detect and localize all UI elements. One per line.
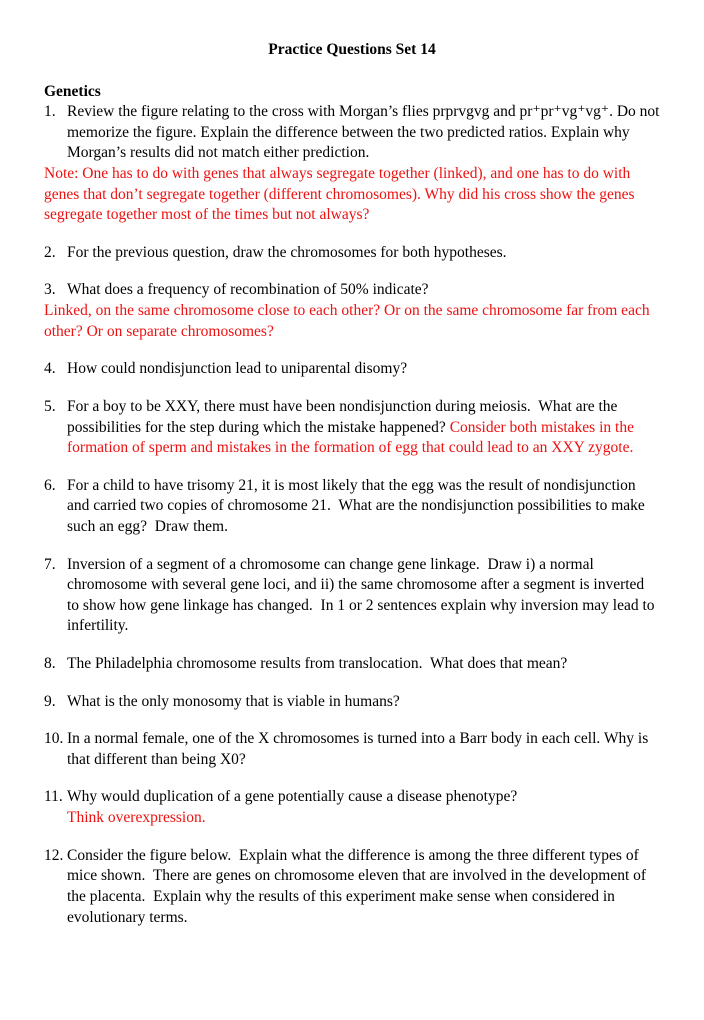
question-6	[44, 476, 660, 538]
question-3-number: 3.	[44, 281, 56, 299]
question-12	[44, 846, 660, 928]
question-5-number: 5.	[44, 397, 56, 415]
question-2-number: 2.	[44, 243, 56, 261]
question-7-text: Inversion of a segment of a chromosome can change gene linkage. Draw i) a normal chromosome with several gene loci, and ii) the same chromosome after a segment is inverted to show how gene linkage has changed. In 1 or 2 sentences explain why inversion may lead to infertility.	[67, 555, 659, 635]
question-6-text: For a child to have trisomy 21, it is most likely that the egg was the result of nondisjunction and carried two copies of chromosome 21. What are the nondisjunction possibilities to make such an egg? Draw them.	[67, 476, 649, 535]
question-1-text: Review the figure relating to the cross with Morgan’s flies prprvgvg and pr⁺pr⁺vg⁺vg⁺. Do not memorize the figure. Explain the difference between the two predicted ratios. Explain why Morgan’s results did not match either prediction.	[67, 103, 664, 162]
question-3-text: What does a frequency of recombination of 50% indicate?	[67, 281, 429, 299]
question-8-text: The Philadelphia chromosome results from translocation. What does that mean?	[67, 655, 568, 673]
question-5-red-note-inline: Consider both mistakes in the formation of sperm and mistakes in the formation of egg that could lead to an XXY zygote.	[67, 418, 638, 457]
question-4-number: 4.	[44, 360, 56, 378]
question-11-text: Why would duplication of a gene potentially cause a disease phenotype?	[67, 788, 518, 806]
page-title: Practice Questions Set 14	[268, 41, 436, 58]
question-11	[44, 787, 660, 808]
question-10-number: 10.	[44, 730, 64, 748]
question-11-number: 11.	[44, 788, 63, 806]
question-3	[44, 280, 660, 301]
question-3-red-note: Linked, on the same chromosome close to each other? Or on the same chromosome far from each other? Or on separate chromosomes?	[44, 302, 654, 340]
question-10-text: In a normal female, one of the X chromosomes is turned into a Barr body in each cell. Why is that different than being X0?	[67, 730, 653, 768]
question-4-text: How could nondisjunction lead to uniparental disomy?	[67, 360, 408, 378]
question-12-number: 12.	[44, 846, 64, 864]
question-9-text: What is the only monosomy that is viable in humans?	[67, 692, 400, 710]
question-8-number: 8.	[44, 655, 56, 673]
question-8	[44, 654, 660, 675]
question-5	[44, 397, 660, 459]
question-10	[44, 729, 660, 770]
question-7-number: 7.	[44, 555, 56, 573]
question-5-text: For a boy to be XXY, there must have been nondisjunction during meiosis. What are the possibilities for the step during which the mistake happened?	[67, 397, 622, 436]
question-2-text: For the previous question, draw the chromosomes for both hypotheses.	[67, 243, 507, 261]
question-9	[44, 692, 660, 713]
question-11-red-note: Think overexpression.	[67, 809, 206, 827]
question-4	[44, 359, 660, 380]
question-1-red-note: Note: One has to do with genes that always segregate together (linked), and one has to do with genes that don’t segregate together (different chromosomes). Why did his cross show the genes segregate together most of the times but not always?	[44, 165, 639, 224]
question-2	[44, 243, 660, 264]
section-heading-genetics: Genetics	[44, 82, 101, 100]
question-9-number: 9.	[44, 692, 56, 710]
question-12-text: Consider the figure below. Explain what the difference is among the three different types of mice shown. There are genes on chromosome eleven that are involved in the development of the placenta. Explain why the results of this experiment make sense when considered in evolutionary terms.	[67, 846, 650, 926]
question-1-number: 1.	[44, 103, 56, 121]
question-1	[44, 102, 664, 164]
question-7	[44, 555, 660, 637]
question-6-number: 6.	[44, 476, 56, 494]
